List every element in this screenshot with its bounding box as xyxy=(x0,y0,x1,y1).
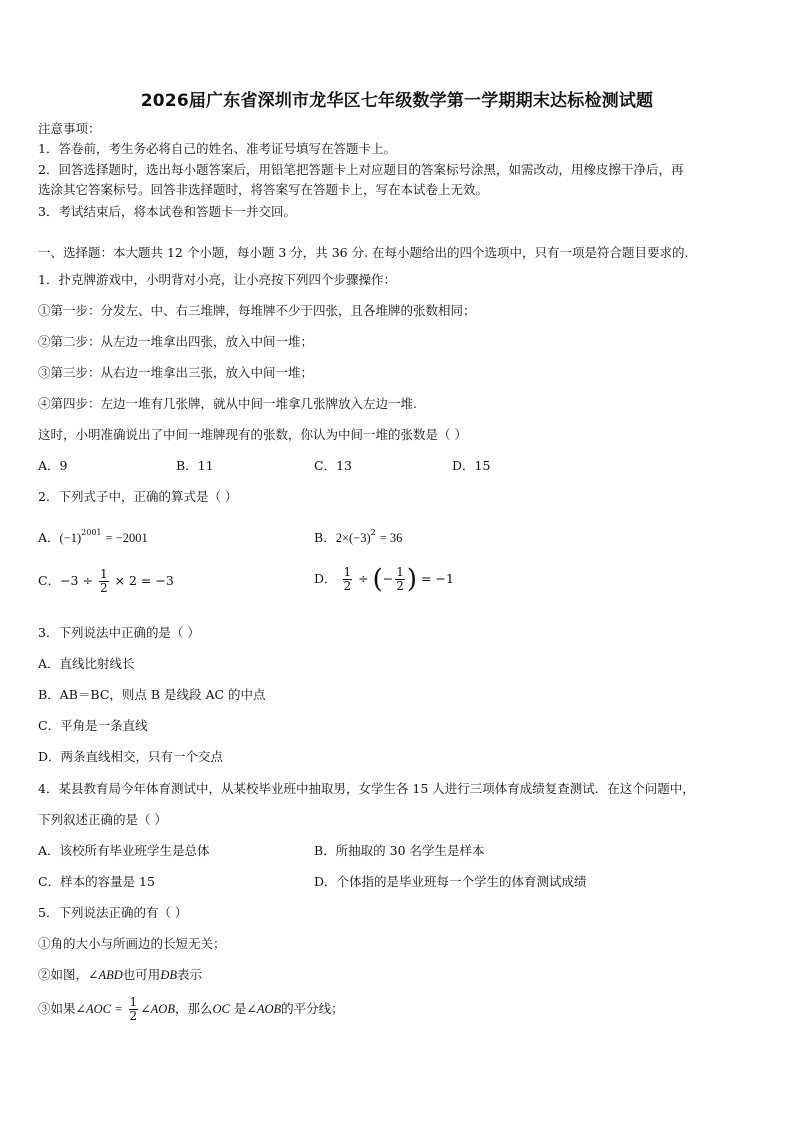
fraction-denominator: 2 xyxy=(129,1009,138,1023)
notice-item-2-cont: 选涂其它答案标号。回答非选择题时，将答案写在答题卡上，写在本试卷上无效。 xyxy=(38,182,489,197)
q2-option-b xyxy=(314,524,402,547)
q4-stem-line-2: 下列叙述正确的是（ ） xyxy=(38,812,167,827)
notice-item-2: 2．回答选择题时，选出每小题答案后，用铅笔把答题卡上对应题目的答案标号涂黑，如需改动，用橡皮擦干净后，再 xyxy=(38,162,684,177)
q5-statement-3-oc: OC xyxy=(212,1002,230,1016)
notice-heading: 注意事项： xyxy=(38,121,101,136)
q2-option-d-post: = −1 xyxy=(421,571,454,586)
q5-statement-3-post: 的平分线； xyxy=(281,1001,344,1016)
q1-step-4: ④第四步：左边一堆有几张牌，就从中间一堆拿几张牌放入左边一堆. xyxy=(38,396,417,411)
q5-statement-3-fraction xyxy=(129,996,139,1023)
notice-item-3: 3．考试结束后，将本试卷和答题卡一并交回。 xyxy=(38,204,296,219)
q1-option-a: A．9 xyxy=(38,458,68,473)
q4-option-a: A．该校所有毕业班学生是总体 xyxy=(38,843,210,858)
q1-stem: 1．扑克牌游戏中，小明背对小亮，让小亮按下列四个步骤操作： xyxy=(38,272,396,287)
q2-option-d xyxy=(314,566,454,593)
q2-option-a-base: (−1) xyxy=(59,531,82,545)
q2-option-a-rest: = −2001 xyxy=(105,531,148,545)
q5-statement-2 xyxy=(38,966,202,984)
q2-option-b-rest: = 36 xyxy=(379,531,403,545)
q1-question: 这时，小明准确说出了中间一堆牌现有的张数，你认为中间一堆的张数是（ ） xyxy=(38,427,467,442)
q2-option-a-exponent: 2001 xyxy=(81,528,102,537)
fraction-numerator: 1 xyxy=(343,565,352,579)
q5-statement-3-mid: ，那么 xyxy=(174,1001,213,1016)
q2-option-b-expr: 2×(−3) xyxy=(335,531,371,545)
q5-statement-3-pre: ③如果 xyxy=(38,1001,76,1016)
q2-option-c-pre: −3 ÷ xyxy=(60,573,93,588)
q2-option-d-label: D． xyxy=(314,571,337,586)
q2-option-d-divide: ÷ xyxy=(358,571,369,586)
fraction-denominator: 2 xyxy=(343,579,352,593)
q3-option-c: C．平角是一条直线 xyxy=(38,718,148,733)
q5-statement-3-rhs: ∠AOB xyxy=(140,1002,175,1016)
fraction-numerator: 1 xyxy=(129,995,138,1009)
q4-option-d: D．个体指的是毕业班每一个学生的体育测试成绩 xyxy=(314,874,587,889)
q5-statement-3-aob: ∠AOB xyxy=(246,1002,282,1016)
fraction-numerator: 1 xyxy=(99,567,108,581)
q5-statement-3-is: 是 xyxy=(233,1001,247,1016)
fraction-denominator: 2 xyxy=(99,581,108,595)
q1-option-b: B．11 xyxy=(176,458,214,473)
q2-option-d-fraction-1 xyxy=(343,566,353,593)
q1-option-c: C．13 xyxy=(314,458,352,473)
q1-step-2: ②第二步：从左边一堆拿出四张，放入中间一堆； xyxy=(38,334,314,349)
q5-statement-1: ①角的大小与所画边的长短无关； xyxy=(38,936,226,951)
q3-stem: 3．下列说法中正确的是（ ） xyxy=(38,625,200,640)
fraction-denominator: 2 xyxy=(396,579,404,593)
q5-statement-2-pre: ②如图， xyxy=(38,967,89,982)
q2-option-c xyxy=(38,568,174,595)
q1-option-d: D．15 xyxy=(452,458,491,473)
q2-option-c-label: C． xyxy=(38,573,61,588)
q1-step-1: ①第一步：分发左、中、右三堆牌，每堆牌不少于四张，且各堆牌的张数相同； xyxy=(38,303,476,318)
q1-step-3: ③第三步：从右边一堆拿出三张，放入中间一堆； xyxy=(38,365,314,380)
q5-statement-2-mid: 也可用 xyxy=(122,967,161,982)
q5-statement-3-lhs: ∠AOC = xyxy=(75,1002,123,1016)
q2-option-a xyxy=(38,524,148,547)
q3-option-d: D．两条直线相交，只有一个交点 xyxy=(38,749,224,764)
q3-option-b: B．AB＝BC，则点 B 是线段 AC 的中点 xyxy=(38,687,266,702)
fraction-numerator: 1 xyxy=(396,565,404,579)
q2-stem: 2．下列式子中，正确的算式是（ ） xyxy=(38,489,238,504)
q2-option-d-fraction-2 xyxy=(395,566,405,593)
q2-option-b-label: B． xyxy=(314,530,336,545)
notice-item-1: 1．答卷前，考生务必将自己的姓名、准考证号填写在答题卡上。 xyxy=(38,141,396,156)
q5-statement-2-post: 表示 xyxy=(176,967,202,982)
q4-option-b: B．所抽取的 30 名学生是样本 xyxy=(314,843,485,858)
q5-stem: 5．下列说法正确的有（ ） xyxy=(38,905,188,920)
q4-option-c: C．样本的容量是 15 xyxy=(38,874,155,889)
q3-option-a: A．直线比射线长 xyxy=(38,656,135,671)
right-paren-icon: ) xyxy=(406,564,418,595)
q2-option-d-minus: − xyxy=(382,571,394,586)
left-paren-icon: ( xyxy=(372,564,383,595)
q2-option-c-fraction xyxy=(99,568,109,595)
q2-option-a-label: A． xyxy=(38,530,60,545)
section-heading: 一、选择题：本大题共 12 个小题，每小题 3 分，共 36 分. 在每小题给出的四个选项中，只有一项是符合题目要求的. xyxy=(38,245,689,260)
q2-option-c-post: × 2 = −3 xyxy=(114,573,174,588)
q5-statement-2-angle: ∠ABD xyxy=(88,968,123,982)
q5-statement-2-symbol: ÐB xyxy=(160,968,177,982)
page-title: 2026届广东省深圳市龙华区七年级数学第一学期期末达标检测试题 xyxy=(140,91,654,111)
q2-option-b-exponent: 2 xyxy=(370,528,376,537)
q4-stem-line-1: 4．某县教育局今年体育测试中，从某校毕业班中抽取男，女学生各 15 人进行三项体育成绩复查测试．在这个问题中， xyxy=(38,781,695,796)
q5-statement-3 xyxy=(38,996,344,1023)
